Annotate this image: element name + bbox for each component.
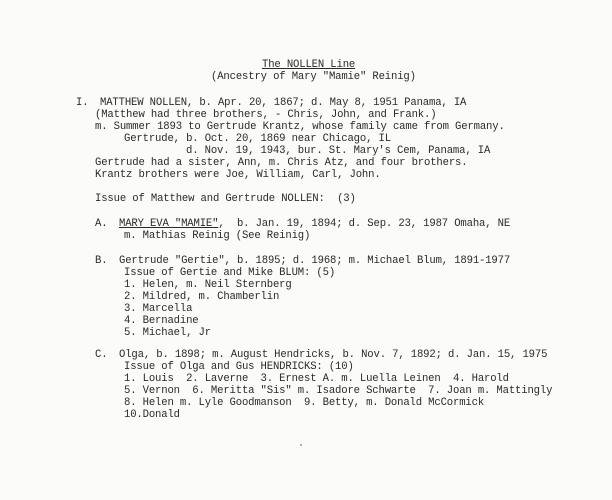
child-c-issue: Issue of Olga and Gus HENDRICKS: (10) — [124, 361, 354, 373]
issue-heading: Issue of Matthew and Gertrude NOLLEN: (3) — [95, 193, 356, 205]
matthew-line-1: MATTHEW NOLLEN, b. Apr. 20, 1867; d. May 8, 1951 Panama, IA — [100, 97, 467, 109]
gertrude-birth: Gertrude, b. Oct. 20, 1869 near Chicago, IL — [124, 133, 391, 145]
child-a-letter: A. — [95, 218, 108, 230]
matthew-line-3: m. Summer 1893 to Gertrude Krantz, whose family came from Germany. — [95, 121, 505, 133]
document-title: The NOLLEN Line — [262, 59, 356, 71]
child-c-grandchildren-line: 5. Vernon 6. Meritta "Sis" m. Isadore Schwarte 7. Joan m. Mattingly — [124, 385, 553, 397]
child-b-line-1: Gertrude "Gertie", b. 1895; d. 1968; m. Michael Blum, 1891-1977 — [119, 255, 511, 267]
child-c-letter: C. — [95, 349, 108, 361]
child-b-grandchild: 1. Helen, m. Neil Sternberg — [124, 279, 292, 291]
gertrude-death: d. Nov. 19, 1943, bur. St. Mary's Cem, Panama, IA — [186, 145, 491, 157]
section-numeral: I. — [76, 97, 89, 109]
child-b-letter: B. — [95, 255, 108, 267]
child-a-name: MARY EVA "MAMIE" — [119, 218, 219, 230]
matthew-line-2: (Matthew had three brothers, - Chris, John, and Frank.) — [95, 109, 437, 121]
child-a-line-2: m. Mathias Reinig (See Reinig) — [124, 230, 311, 242]
child-b-grandchild: 5. Michael, Jr — [124, 327, 211, 339]
child-b-issue: Issue of Gertie and Mike BLUM: (5) — [124, 267, 336, 279]
child-a-line-1 — [119, 218, 510, 230]
child-a-dates: , b. Jan. 19, 1894; d. Sep. 23, 1987 Omaha, NE — [218, 218, 511, 230]
child-c-grandchildren-line: 8. Helen m. Lyle Goodmanson 9. Betty, m. Donald McCormick — [124, 397, 485, 409]
child-c-grandchildren-line: 10.Donald — [124, 409, 180, 421]
child-b-grandchild: 4. Bernadine — [124, 315, 199, 327]
child-b-grandchild: 2. Mildred, m. Chamberlin — [124, 291, 280, 303]
child-c-grandchildren-line: 1. Louis 2. Laverne 3. Ernest A. m. Luella Leinen 4. Harold — [124, 373, 509, 385]
paper-speck — [300, 444, 302, 446]
gertrude-siblings: Gertrude had a sister, Ann, m. Chris Atz, and four brothers. — [95, 157, 468, 169]
child-b-grandchild: 3. Marcella — [124, 303, 193, 315]
child-c-line-1: Olga, b. 1898; m. August Hendricks, b. Nov. 7, 1892; d. Jan. 15, 1975 — [119, 349, 548, 361]
document-subtitle: (Ancestry of Mary "Mamie" Reinig) — [211, 71, 416, 83]
krantz-brothers: Krantz brothers were Joe, William, Carl, John. — [95, 169, 381, 181]
